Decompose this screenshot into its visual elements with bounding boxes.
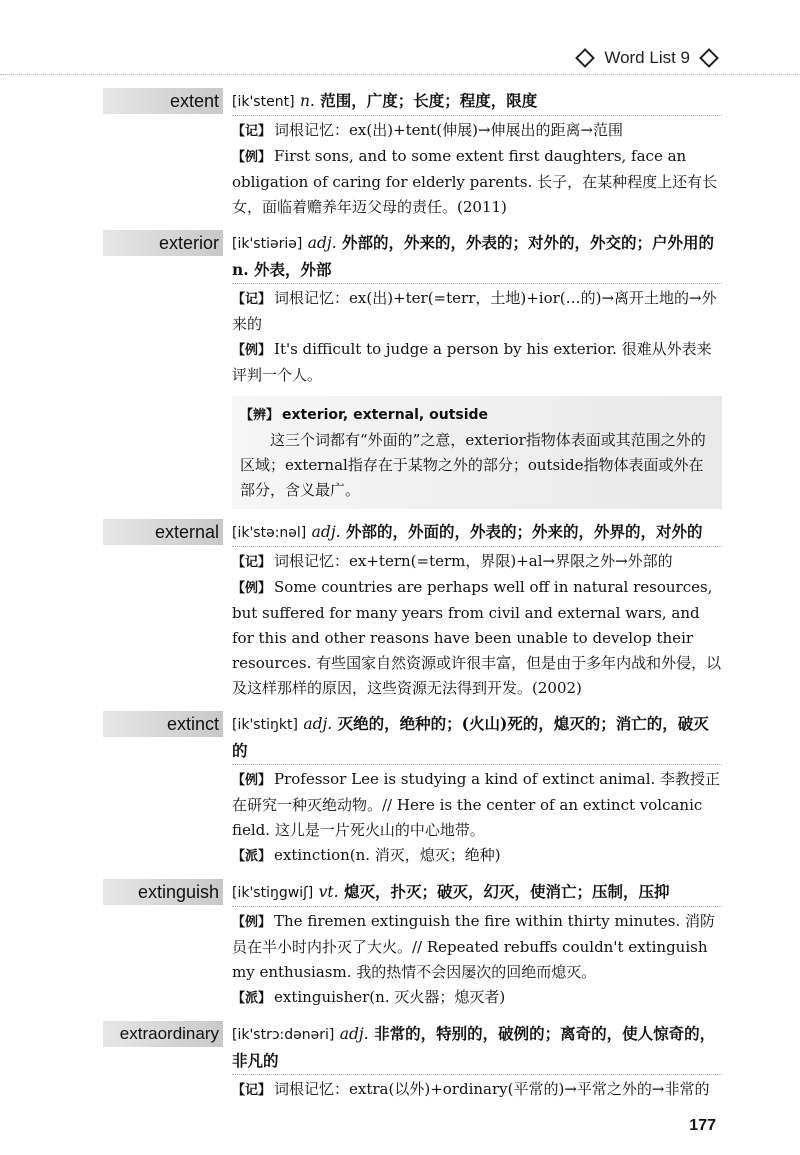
headword: extent (103, 88, 223, 114)
line-text: First sons, and to some extent first daughters, face an obligation of caring for elderly parents. 长子，在某种程度上还有长女，面临着赡养年迈父母的责任。(2011) (232, 147, 718, 216)
header-divider (0, 74, 800, 75)
entry-headline (232, 230, 722, 284)
entry-extinguish (0, 879, 800, 1011)
headword: external (103, 519, 223, 545)
header-title: Word List 9 (604, 48, 690, 67)
entry-extent (0, 88, 800, 220)
line-text: 词根记忆：ex(出)+ter(=terr，土地)+ior(…的)→离开土地的→外来的 (232, 289, 717, 333)
line-tag: 【记】 (232, 1083, 272, 1098)
entry-headline (232, 711, 722, 765)
running-header (572, 48, 722, 68)
line-text: extinction(n. 消灭，熄灭；绝种) (274, 846, 501, 864)
part-of-speech: adj. (307, 234, 337, 252)
line-tag: 【记】 (232, 124, 272, 139)
usage-note-box (232, 396, 722, 509)
line-tag: 【记】 (232, 555, 272, 570)
entry-external (0, 519, 800, 701)
phonetic: [ik'stent] (232, 94, 295, 110)
line-text: 词根记忆：extra(以外)+ordinary(平常的)→平常之外的→非常的 (274, 1080, 710, 1098)
line-text: 词根记忆：ex+tern(=term，界限)+al→界限之外→外部的 (274, 552, 673, 570)
entry-headline (232, 1021, 722, 1075)
meaning: 外部的，外面的，外表的；外来的，外界的，对外的 (345, 522, 703, 541)
memo-line (232, 286, 722, 337)
line-text: It's difficult to judge a person by his exterior. 很难从外表来评判一个人。 (232, 340, 712, 384)
phonetic: [ik'stiŋkt] (232, 717, 298, 733)
entry-exterior (0, 230, 800, 509)
headword: exterior (103, 230, 223, 256)
phonetic: [ik'stiŋgwiʃ] (232, 885, 314, 901)
headword: extinct (103, 711, 223, 737)
line-tag: 【记】 (232, 292, 272, 307)
phonetic: [ik'stə:nəl] (232, 525, 307, 541)
line-text: Professor Lee is studying a kind of extinct animal. 李教授正在研究一种灭绝动物。// Here is the center of an extinct volcanic field. 这儿是一片死火山的中心地带。 (232, 770, 721, 839)
line-tag: 【例】 (232, 343, 272, 358)
line-text: Some countries are perhaps well off in natural resources, but suffered for many years from civil and external wars, and for this and other reasons have been unable to develop their resources. 有些国家自然资源或许很丰富，但是由于多年内战和外侵，以及这样那样的原因，这些资源无法得到开发。(2002) (232, 578, 722, 697)
page-number: 177 (689, 1117, 716, 1134)
entry-headline (232, 519, 722, 547)
meaning: 非常的，特别的，破例的；离奇的，使人惊奇的，非凡的 (232, 1024, 716, 1070)
entry-extinct (0, 711, 800, 869)
part-of-speech: n. (299, 92, 315, 110)
line-text: 词根记忆：ex(出)+tent(伸展)→伸展出的距离→范围 (274, 121, 624, 139)
entry-headline (232, 88, 722, 116)
meaning: 外部的，外来的，外表的；对外的，外交的；户外用的 n. 外表，外部 (232, 233, 715, 279)
memo-line (232, 1077, 722, 1103)
line-tag: 【例】 (232, 581, 272, 596)
word-entries (0, 88, 800, 1113)
example-line (232, 575, 722, 701)
line-text: extinguisher(n. 灭火器；熄灭者) (274, 988, 506, 1006)
usage-note-heading (240, 402, 714, 428)
line-tag: 【派】 (232, 849, 272, 864)
part-of-speech: adj. (311, 523, 341, 541)
diamond-icon (699, 48, 719, 68)
example-line (232, 767, 722, 843)
note-tag: 【辨】 (240, 408, 280, 423)
phonetic: [ik'strɔ:dənəri] (232, 1027, 335, 1043)
entry-extraordinary (0, 1021, 800, 1103)
note-title: exterior, external, outside (282, 407, 489, 423)
part-of-speech: adj. (303, 715, 333, 733)
part-of-speech: adj. (339, 1025, 369, 1043)
headword: extinguish (103, 879, 223, 905)
line-tag: 【例】 (232, 773, 272, 788)
meaning: 范围，广度；长度；程度，限度 (320, 91, 538, 110)
derivative-line (232, 843, 722, 869)
headword: extraordinary (103, 1021, 223, 1047)
entry-headline (232, 879, 722, 907)
line-text: The firemen extinguish the fire within thirty minutes. 消防员在半小时内扑灭了大火。// Repeated rebuffs couldn't extinguish my enthusiasm. 我的热情不会因屡次的回绝而熄灭。 (232, 912, 716, 981)
example-line (232, 144, 722, 220)
diamond-icon (575, 48, 595, 68)
line-tag: 【派】 (232, 991, 272, 1006)
memo-line (232, 118, 722, 144)
phonetic: [ik'stiəriə] (232, 236, 303, 252)
meaning: 灭绝的，绝种的；(火山)死的，熄灭的；消亡的，破灭的 (232, 714, 709, 760)
example-line (232, 337, 722, 388)
meaning: 熄灭，扑灭；破灭，幻灭，使消亡；压制，压抑 (343, 882, 670, 901)
line-tag: 【例】 (232, 915, 272, 930)
memo-line (232, 549, 722, 575)
line-tag: 【例】 (232, 150, 272, 165)
part-of-speech: vt. (318, 883, 339, 901)
example-line (232, 909, 722, 985)
note-body: 这三个词都有“外面的”之意，exterior指物体表面或其范围之外的区域；external指存在于某物之外的部分；outside指物体表面或外在部分，含义最广。 (240, 431, 706, 499)
derivative-line (232, 985, 722, 1011)
